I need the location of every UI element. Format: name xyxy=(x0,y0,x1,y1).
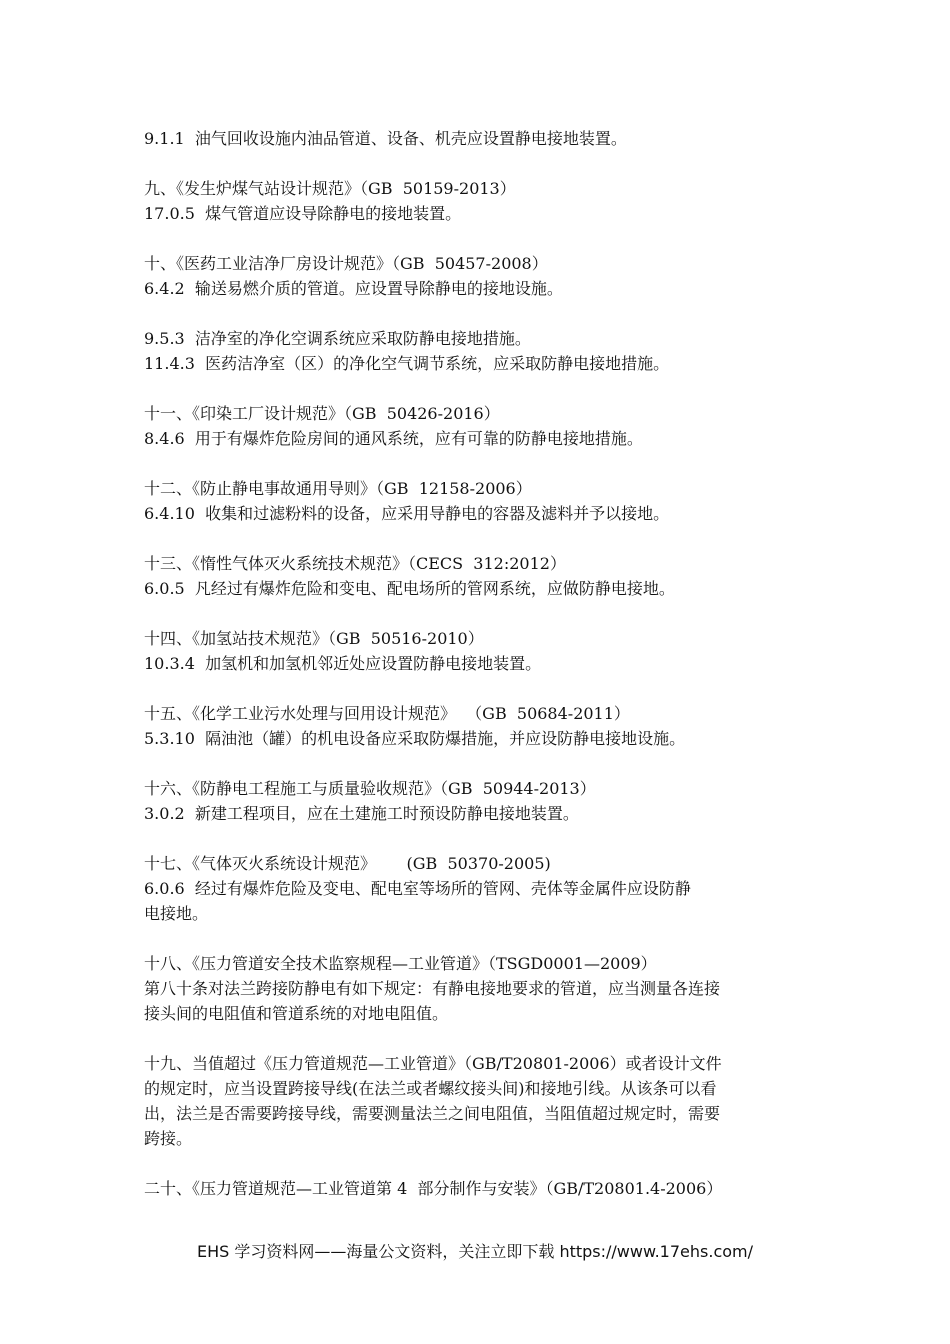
clause-line: 出，法兰是否需要跨接导线，需要测量法兰之间电阻值，当阻值超过规定时，需要 xyxy=(144,1104,721,1123)
paragraph-gap xyxy=(144,1026,816,1051)
standard-heading: 十三、《惰性气体灭火系统技术规范》（CECS 312:2012） xyxy=(144,554,566,573)
standard-heading: 十七、《气体灭火系统设计规范》 (GB 50370-2005) xyxy=(144,854,551,873)
standard-heading: 十二、《防止静电事故通用导则》（GB 12158-2006） xyxy=(144,479,532,498)
paragraph-gap xyxy=(144,226,816,251)
paragraph-gap xyxy=(144,151,816,176)
clause-line: 6.0.6 经过有爆炸危险及变电、配电室等场所的管网、壳体等金属件应设防静 xyxy=(144,879,691,898)
clause-line: 十九、当值超过《压力管道规范—工业管道》（GB/T20801-2006）或者设计文件 xyxy=(144,1054,722,1073)
clause-line: 电接地。 xyxy=(144,904,209,923)
clause-line: 9.5.3 洁净室的净化空调系统应采取防静电接地措施。 xyxy=(144,329,531,348)
paragraph-gap xyxy=(144,676,816,701)
standard-heading: 十八、《压力管道安全技术监察规程—工业管道》（TSGD0001—2009） xyxy=(144,954,657,973)
paragraph-gap xyxy=(144,926,816,951)
clause-line: 8.4.6 用于有爆炸危险房间的通风系统，应有可靠的防静电接地措施。 xyxy=(144,429,643,448)
clause-line: 跨接。 xyxy=(144,1129,193,1148)
paragraph-gap xyxy=(144,376,816,401)
clause-line: 6.4.2 输送易燃介质的管道。应设置导除静电的接地设施。 xyxy=(144,279,563,298)
standard-heading: 十、《医药工业洁净厂房设计规范》（GB 50457-2008） xyxy=(144,254,548,273)
clause-line: 6.4.10 收集和过滤粉料的设备，应采用导静电的容器及滤料并予以接地。 xyxy=(144,504,670,523)
paragraph-gap xyxy=(144,1151,816,1176)
standard-heading: 二十、《压力管道规范—工业管道第 4 部分制作与安装》（GB/T20801.4-2006） xyxy=(144,1179,723,1198)
clause-line: 5.3.10 隔油池（罐）的机电设备应采取防爆措施，并应设防静电接地设施。 xyxy=(144,729,686,748)
standard-heading: 十六、《防静电工程施工与质量验收规范》（GB 50944-2013） xyxy=(144,779,596,798)
paragraph-gap xyxy=(144,301,816,326)
clause-line: 10.3.4 加氢机和加氢机邻近处应设置防静电接地装置。 xyxy=(144,654,542,673)
paragraph-gap xyxy=(144,751,816,776)
document-body xyxy=(144,126,816,1201)
standard-heading: 十一、《印染工厂设计规范》（GB 50426-2016） xyxy=(144,404,500,423)
standard-heading: 十四、《加氢站技术规范》（GB 50516-2010） xyxy=(144,629,484,648)
clause-line: 的规定时，应当设置跨接导线(在法兰或者螺纹接头间)和接地引线。从该条可以看 xyxy=(144,1079,717,1098)
paragraph-gap xyxy=(144,526,816,551)
clause-line: 接头间的电阻值和管道系统的对地电阻值。 xyxy=(144,1004,449,1023)
standard-heading: 九、《发生炉煤气站设计规范》（GB 50159-2013） xyxy=(144,179,516,198)
footer-banner: EHS 学习资料网——海量公文资料，关注立即下载 https://www.17ehs.com/ xyxy=(196,1242,754,1261)
paragraph-gap xyxy=(144,826,816,851)
clause-line: 11.4.3 医药洁净室（区）的净化空气调节系统，应采取防静电接地措施。 xyxy=(144,354,670,373)
standard-heading: 十五、《化学工业污水处理与回用设计规范》 （GB 50684-2011） xyxy=(144,704,630,723)
clause-line: 9.1.1 油气回收设施内油品管道、设备、机壳应设置静电接地装置。 xyxy=(144,129,627,148)
clause-line: 3.0.2 新建工程项目，应在土建施工时预设防静电接地装置。 xyxy=(144,804,579,823)
clause-line: 17.0.5 煤气管道应设导除静电的接地装置。 xyxy=(144,204,462,223)
clause-line: 6.0.5 凡经过有爆炸危险和变电、配电场所的管网系统，应做防静电接地。 xyxy=(144,579,675,598)
paragraph-gap xyxy=(144,601,816,626)
clause-line: 第八十条对法兰跨接防静电有如下规定：有静电接地要求的管道，应当测量各连接 xyxy=(144,979,721,998)
paragraph-gap xyxy=(144,451,816,476)
